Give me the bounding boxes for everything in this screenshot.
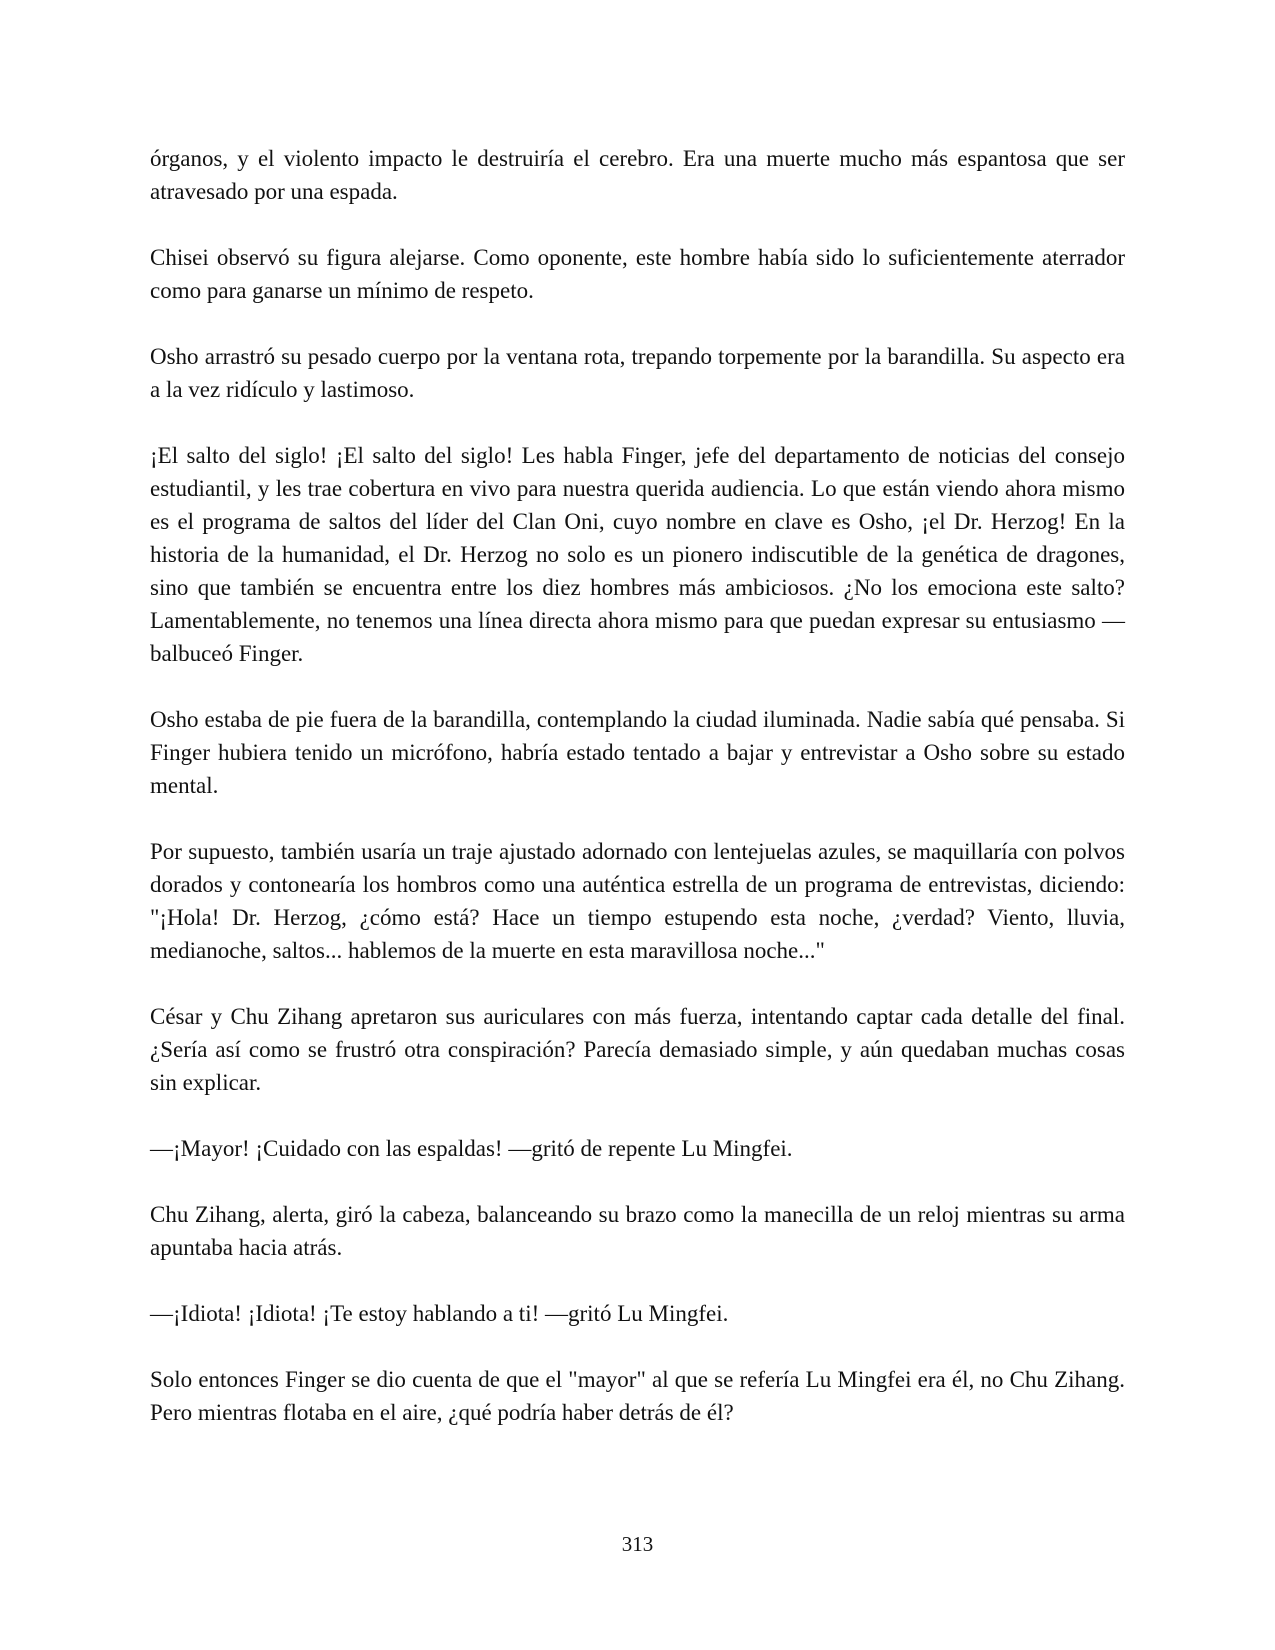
paragraph-1: órganos, y el violento impacto le destruiría el cerebro. Era una muerte mucho más espantosa que ser atravesado por una espada.: [150, 146, 1125, 204]
page-body: [150, 142, 1125, 1462]
paragraph-6: Por supuesto, también usaría un traje ajustado adornado con lentejuelas azules, se maquillaría con polvos dorados y contonearía los hombros como una auténtica estrella de un programa de entrevistas, diciendo: "¡Hola! Dr. Herzog, ¿cómo está? Hace un tiempo estupendo esta noche, ¿verdad? Viento, lluvia, medianoche, saltos... hablemos de la muerte en esta maravillosa noche...": [150, 839, 1125, 963]
paragraph-8: —¡Mayor! ¡Cuidado con las espaldas! —gritó de repente Lu Mingfei.: [150, 1136, 793, 1161]
paragraph-2: Chisei observó su figura alejarse. Como oponente, este hombre había sido lo suficientemente aterrador como para ganarse un mínimo de respeto.: [150, 245, 1125, 303]
paragraph-9: Chu Zihang, alerta, giró la cabeza, balanceando su brazo como la manecilla de un reloj mientras su arma apuntaba hacia atrás.: [150, 1202, 1125, 1260]
paragraph-3: Osho arrastró su pesado cuerpo por la ventana rota, trepando torpemente por la barandilla. Su aspecto era a la vez ridículo y lastimoso.: [150, 344, 1125, 402]
paragraph-4: ¡El salto del siglo! ¡El salto del siglo! Les habla Finger, jefe del departamento de noticias del consejo estudiantil, y les trae cobertura en vivo para nuestra querida audiencia. Lo que están viendo ahora mismo es el programa de saltos del líder del Clan Oni, cuyo nombre en clave es Osho, ¡el Dr. Herzog! En la historia de la humanidad, el Dr. Herzog no solo es un pionero indiscutible de la genética de dragones, sino que también se encuentra entre los diez hombres más ambiciosos. ¿No los emociona este salto? Lamentablemente, no tenemos una línea directa ahora mismo para que puedan expresar su entusiasmo —balbuceó Finger.: [150, 443, 1125, 666]
paragraph-11: Solo entonces Finger se dio cuenta de que el "mayor" al que se refería Lu Mingfei era él, no Chu Zihang. Pero mientras flotaba en el aire, ¿qué podría haber detrás de él?: [150, 1367, 1125, 1425]
paragraph-5: Osho estaba de pie fuera de la barandilla, contemplando la ciudad iluminada. Nadie sabía qué pensaba. Si Finger hubiera tenido un micrófono, habría estado tentado a bajar y entrevistar a Osho sobre su estado mental.: [150, 707, 1125, 798]
page-number: 313: [621, 1532, 654, 1556]
paragraph-7: César y Chu Zihang apretaron sus auriculares con más fuerza, intentando captar cada detalle del final. ¿Sería así como se frustró otra conspiración? Parecía demasiado simple, y aún quedaban muchas cosas sin explicar.: [150, 1004, 1125, 1095]
paragraph-10: —¡Idiota! ¡Idiota! ¡Te estoy hablando a ti! —gritó Lu Mingfei.: [150, 1301, 729, 1326]
